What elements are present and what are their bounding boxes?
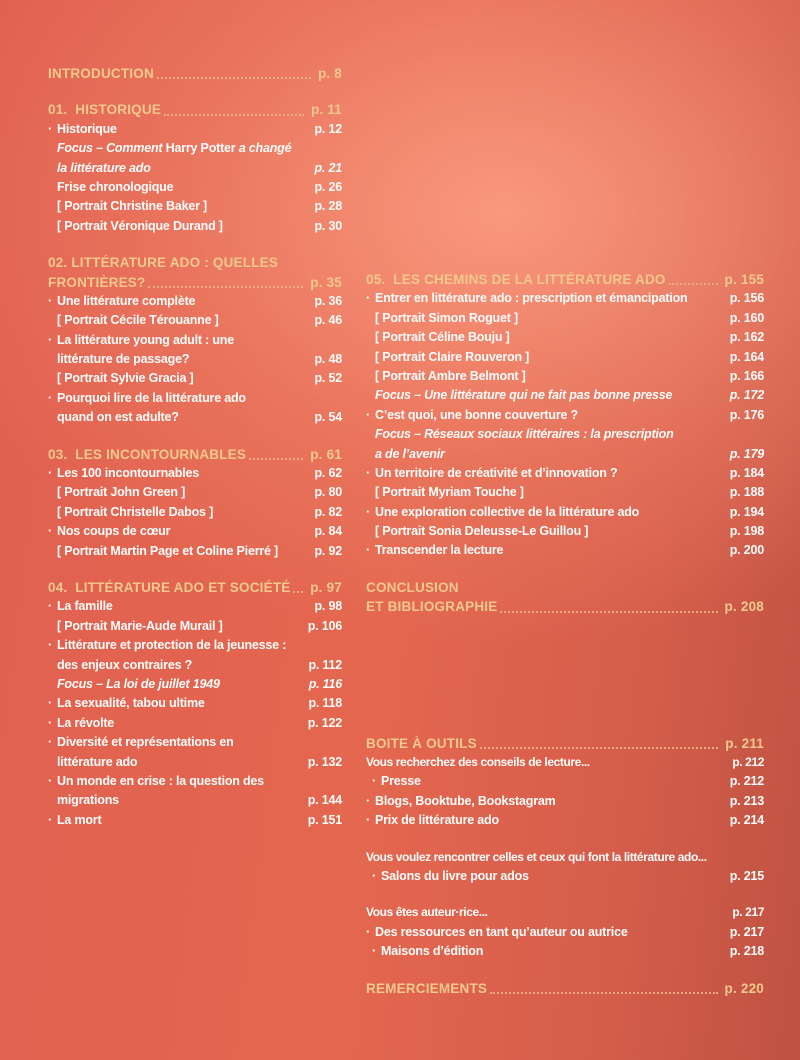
dotted-leader: [500, 611, 717, 613]
toc-entry: [48, 772, 342, 791]
toc-entry: [366, 425, 764, 444]
toc-entry: [48, 636, 342, 655]
entry-label: CONCLUSION: [366, 579, 459, 595]
toc-entry: [48, 389, 342, 408]
entry-label: littérature de passage?: [57, 352, 190, 367]
page-number: p. 217: [732, 905, 764, 920]
entry-label: [ Portrait Cécile Térouanne ]: [57, 313, 219, 328]
page-number: p. 179: [729, 446, 764, 461]
page-number: p. 164: [729, 349, 764, 364]
bullet-dot: ·: [366, 543, 370, 558]
page-number: p. 213: [729, 793, 764, 808]
entry-label: ET BIBLIOGRAPHIE: [366, 599, 498, 615]
page-number: p. 172: [729, 388, 764, 403]
bullet-dot: ·: [366, 793, 370, 808]
page-number: p. 211: [725, 735, 764, 751]
bullet-dot: ·: [366, 504, 370, 519]
toc-entry: [366, 406, 764, 425]
page-number: p. 218: [729, 944, 764, 959]
bullet-dot: ·: [48, 390, 52, 405]
toc-section-auteur: [366, 903, 764, 961]
page-number: p. 215: [729, 868, 764, 883]
dotted-leader: [157, 77, 311, 79]
page-number: p. 151: [307, 812, 342, 827]
page-number: p. 12: [314, 121, 342, 136]
entry-label: REMERCIEMENTS: [366, 980, 488, 996]
page-number: p. 200: [729, 543, 764, 558]
page-number: p. 36: [314, 293, 342, 308]
page-number: p. 155: [724, 272, 764, 287]
bullet-dot: ·: [372, 868, 376, 883]
toc-section-s05: [366, 270, 764, 561]
bullet-dot: ·: [48, 293, 52, 308]
toc-entry: [366, 289, 764, 308]
entry-label: des enjeux contraires ?: [57, 657, 193, 672]
entry-label: [ Portrait John Green ]: [57, 485, 186, 500]
entry-label: BOITE À OUTILS: [366, 735, 477, 751]
toc-section-conclusion: [366, 578, 764, 617]
entry-label: Vous êtes auteur·rice...: [366, 905, 488, 920]
toc-entry: [48, 656, 342, 675]
toc-entry: [366, 503, 764, 522]
toc-section-outils: [366, 734, 764, 831]
page-number: p. 118: [308, 696, 342, 711]
toc-entry: [48, 597, 342, 616]
toc-section-rencontrer: [366, 848, 764, 887]
toc-entry: [48, 714, 342, 733]
page-number: p. 188: [729, 485, 764, 500]
toc-entry: [48, 753, 342, 772]
toc-entry: [48, 178, 342, 197]
bullet-dot: ·: [48, 638, 52, 653]
toc-entry: [366, 792, 764, 811]
entry-label: [ Portrait Ambre Belmont ]: [375, 368, 526, 383]
entry-label: Les 100 incontournables: [57, 466, 199, 481]
toc-entry: [48, 120, 342, 139]
toc-entry: [48, 197, 342, 216]
entry-label: Focus – La loi de juillet 1949: [57, 676, 220, 691]
entry-label: [ Portrait Myriam Touche ]: [375, 485, 524, 500]
page-number: p. 62: [314, 466, 342, 481]
page-number: p. 82: [314, 504, 342, 519]
page-number: p. 98: [314, 599, 342, 614]
page-number: p. 92: [314, 543, 342, 558]
toc-entry: [48, 350, 342, 369]
toc-entry: [48, 675, 342, 694]
toc-section-s01: [48, 100, 342, 236]
toc-entry: [48, 139, 342, 158]
page-number: p. 35: [310, 274, 342, 290]
toc-entry: [366, 811, 764, 830]
page-number: p. 97: [310, 579, 342, 595]
page-number: p. 156: [729, 291, 764, 306]
toc-entry: [48, 464, 342, 483]
page-number: p. 166: [729, 368, 764, 383]
page-number: p. 112: [308, 657, 342, 672]
bullet-dot: ·: [48, 332, 52, 347]
toc-entry: [48, 331, 342, 350]
toc-heading-s05: [366, 270, 764, 289]
entry-label: [ Portrait Sylvie Gracia ]: [57, 371, 194, 386]
dotted-leader: [490, 992, 717, 994]
entry-label: migrations: [57, 793, 119, 808]
page-number: p. 217: [729, 924, 764, 939]
entry-label: Un monde en crise : la question des: [57, 773, 264, 788]
toc-section-s04: [48, 578, 342, 830]
entry-label: [ Portrait Sonia Deleusse-Le Guillou ]: [375, 524, 589, 539]
page-number: p. 52: [314, 371, 342, 386]
toc-entry: [48, 292, 342, 311]
entry-label: Vous voulez rencontrer celles et ceux qui font la littérature ado...: [366, 849, 707, 864]
entry-label: [ Portrait Céline Bouju ]: [375, 330, 510, 345]
bullet-dot: ·: [48, 812, 52, 827]
dotted-leader: [249, 458, 303, 460]
toc-entry: [48, 483, 342, 502]
entry-label: [ Portrait Simon Roguet ]: [375, 310, 518, 325]
bullet-dot: ·: [366, 813, 370, 828]
toc-entry: [48, 617, 342, 636]
page-number: p. 214: [729, 813, 764, 828]
bullet-dot: ·: [48, 466, 52, 481]
entry-label: La mort: [57, 812, 102, 827]
bullet-dot: ·: [48, 735, 52, 750]
entry-label: Un territoire de créativité et d’innovation ?: [375, 465, 618, 480]
toc-entry: [366, 942, 764, 961]
entry-label: Entrer en littérature ado : prescription et émancipation: [375, 291, 688, 306]
toc-heading-s03: [48, 445, 342, 464]
entry-label: Diversité et représentations en: [57, 735, 234, 750]
toc-entry: [366, 348, 764, 367]
toc-entry: [366, 772, 764, 791]
entry-label: La littérature young adult : une: [57, 332, 234, 347]
dotted-leader: [480, 747, 718, 749]
toc-section-s02: [48, 253, 342, 428]
entry-label: Salons du livre pour ados: [381, 868, 529, 883]
page-number: p. 194: [729, 504, 764, 519]
toc-column-left: [48, 64, 342, 830]
entry-label: la littérature ado: [57, 160, 151, 175]
page-number: p. 54: [314, 410, 342, 425]
entry-label: Focus – Une littérature qui ne fait pas bonne presse: [375, 388, 673, 403]
page-number: p. 106: [307, 618, 342, 633]
toc-entry: [48, 791, 342, 810]
bullet-dot: ·: [48, 715, 52, 730]
bullet-dot: ·: [48, 696, 52, 711]
page-number: p. 28: [314, 199, 342, 214]
page-number: p. 162: [729, 330, 764, 345]
entry-label: [ Portrait Martin Page et Coline Pierré ]: [57, 543, 279, 558]
page-number: p. 144: [307, 793, 342, 808]
dotted-leader: [669, 283, 718, 285]
toc-entry: [48, 694, 342, 713]
entry-label: Transcender la lecture: [375, 543, 504, 558]
entry-label: FRONTIÈRES?: [48, 274, 146, 290]
toc-heading-conclusion: [366, 578, 764, 597]
entry-label: Maisons d’édition: [381, 944, 484, 959]
entry-label: littérature ado: [57, 754, 138, 769]
toc-section-intro: [48, 64, 342, 83]
toc-column-right: [366, 270, 764, 998]
toc-entry: [48, 217, 342, 236]
entry-label: Frise chronologique: [57, 179, 174, 194]
entry-label: Focus – Comment Harry Potter a changé: [57, 141, 292, 156]
page-number: p. 208: [724, 599, 764, 615]
bullet-dot: ·: [366, 465, 370, 480]
page-number: p. 46: [314, 313, 342, 328]
entry-label: a de l’avenir: [375, 446, 445, 461]
entry-label: Vous recherchez des conseils de lecture...: [366, 755, 590, 770]
entry-label: 01. HISTORIQUE: [48, 102, 162, 118]
entry-label: 03. LES INCONTOURNABLES: [48, 446, 247, 462]
toc-entry: [48, 311, 342, 330]
dotted-leader: [293, 591, 303, 593]
page-number: p. 198: [729, 524, 764, 539]
toc-heading-remerciements: [366, 979, 764, 998]
page-number: p. 212: [732, 755, 764, 770]
entry-label: 02. LITTÉRATURE ADO : QUELLES: [48, 255, 279, 271]
toc-heading-intro: [48, 64, 342, 83]
entry-label: La sexualité, tabou ultime: [57, 696, 205, 711]
bullet-dot: ·: [48, 599, 52, 614]
page-number: p. 11: [310, 102, 342, 118]
entry-label: La révolte: [57, 715, 115, 730]
toc-entry: [48, 522, 342, 541]
page-number: p. 122: [307, 715, 342, 730]
toc-heading-s01: [48, 100, 342, 119]
entry-label: Littérature et protection de la jeunesse :: [57, 638, 287, 653]
toc-entry: [366, 923, 764, 942]
page-number: p. 61: [310, 446, 342, 462]
page-number: p. 220: [724, 980, 764, 996]
toc-entry: [48, 733, 342, 752]
toc-heading-s02: [48, 253, 342, 272]
entry-label: Blogs, Booktube, Bookstagram: [375, 793, 556, 808]
toc-heading-outils: [366, 734, 764, 753]
page-number: p. 84: [314, 524, 342, 539]
entry-label: INTRODUCTION: [48, 66, 154, 81]
toc-entry: [366, 903, 764, 922]
entry-label: Focus – Réseaux sociaux littéraires : la prescription: [375, 427, 674, 442]
entry-label: Historique: [57, 121, 117, 136]
bullet-dot: ·: [372, 774, 376, 789]
toc-entry: [366, 445, 764, 464]
page-number: p. 116: [308, 676, 342, 691]
page-number: p. 26: [314, 179, 342, 194]
bullet-dot: ·: [366, 291, 370, 306]
page-number: p. 184: [729, 465, 764, 480]
toc-entry: [366, 464, 764, 483]
toc-entry: [48, 503, 342, 522]
page-number: p. 132: [307, 754, 342, 769]
toc-entry: [48, 159, 342, 178]
entry-label: Une littérature complète: [57, 293, 196, 308]
page-number: p. 80: [314, 485, 342, 500]
page-number: p. 160: [729, 310, 764, 325]
toc-heading-conclusion: [366, 597, 764, 616]
toc-entry: [366, 867, 764, 886]
toc-heading-s04: [48, 578, 342, 597]
entry-label: 05. LES CHEMINS DE LA LITTÉRATURE ADO: [366, 272, 666, 287]
toc-entry: [48, 369, 342, 388]
dotted-leader: [164, 114, 304, 116]
entry-label: Prix de littérature ado: [375, 813, 499, 828]
toc-entry: [366, 328, 764, 347]
entry-label: Des ressources en tant qu’auteur ou autrice: [375, 924, 628, 939]
toc-heading-s02: [48, 273, 342, 292]
toc-entry: [366, 367, 764, 386]
entry-label: C’est quoi, une bonne couverture ?: [375, 407, 578, 422]
page-number: p. 48: [314, 352, 342, 367]
toc-entry: [48, 408, 342, 427]
toc-entry: [366, 541, 764, 560]
bullet-dot: ·: [366, 924, 370, 939]
toc-entry: [48, 811, 342, 830]
page-number: p. 176: [729, 407, 764, 422]
bullet-dot: ·: [372, 944, 376, 959]
bullet-dot: ·: [48, 121, 52, 136]
toc-entry: [366, 753, 764, 772]
entry-label: Presse: [381, 774, 421, 789]
page-number: p. 212: [729, 774, 764, 789]
toc-section-remerciements: [366, 979, 764, 998]
entry-label: Pourquoi lire de la littérature ado: [57, 390, 246, 405]
toc-entry: [366, 522, 764, 541]
page-number: p. 8: [317, 66, 342, 81]
bullet-dot: ·: [366, 407, 370, 422]
entry-label: 04. LITTÉRATURE ADO ET SOCIÉTÉ: [48, 579, 291, 595]
dotted-leader: [148, 286, 303, 288]
entry-label: La famille: [57, 599, 113, 614]
toc-entry: [366, 309, 764, 328]
bullet-dot: ·: [48, 524, 52, 539]
toc-entry: [366, 386, 764, 405]
entry-label: Nos coups de cœur: [57, 524, 171, 539]
entry-label: [ Portrait Claire Rouveron ]: [375, 349, 530, 364]
entry-label: Une exploration collective de la littérature ado: [375, 504, 640, 519]
page-number: p. 30: [314, 218, 342, 233]
toc-section-s03: [48, 445, 342, 561]
entry-label: [ Portrait Marie-Aude Murail ]: [57, 618, 223, 633]
bullet-dot: ·: [48, 773, 52, 788]
page-number: p. 21: [314, 160, 342, 175]
entry-label: [ Portrait Christine Baker ]: [57, 199, 207, 214]
entry-label: [ Portrait Christelle Dabos ]: [57, 504, 214, 519]
entry-label: [ Portrait Véronique Durand ]: [57, 218, 223, 233]
toc-entry: [366, 848, 764, 867]
entry-label: quand on est adulte?: [57, 410, 179, 425]
toc-entry: [48, 542, 342, 561]
toc-entry: [366, 483, 764, 502]
